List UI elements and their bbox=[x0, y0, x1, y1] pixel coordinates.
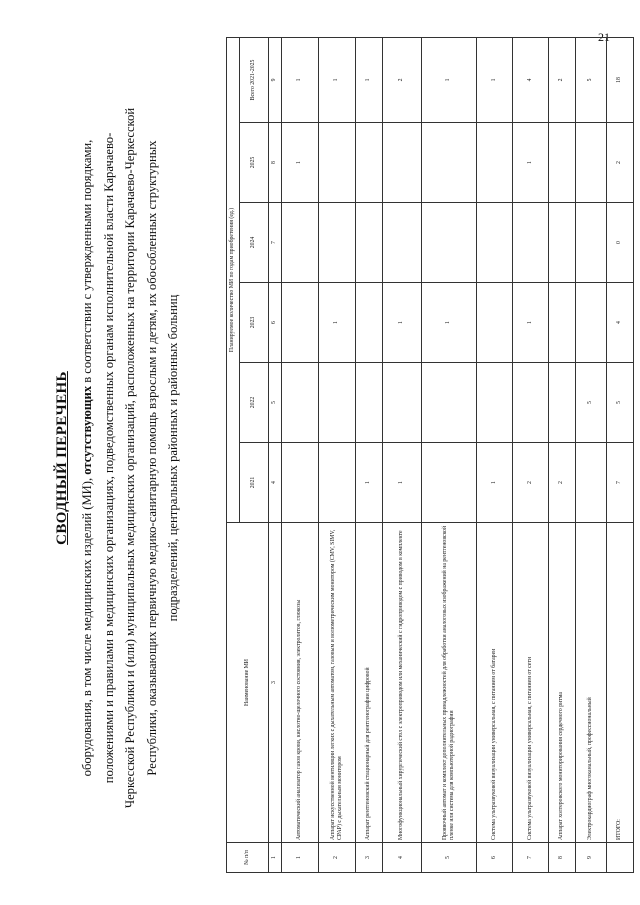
cell-2021 bbox=[319, 443, 356, 523]
header-name: Наименование МИ bbox=[227, 523, 269, 843]
cell-2024 bbox=[319, 203, 356, 283]
row-name: Проявочный автомат и комплект дополнительных принадлежностей для обработки аналоговых изображений на рентгеновской пленке или система для компьютерной радиографии bbox=[422, 523, 477, 843]
cell-2024 bbox=[477, 203, 513, 283]
row-name: Аппарат искусственной вентиляции легких с дыхательным автоматом, газовым и волюметрическим монитором (CMV, SIMV, CPAP) с дыхательным монитором bbox=[319, 523, 356, 843]
description-line-2: положениями и правилами в медицинских организациях, подведомственных органам исполнительной власти Карачаево- bbox=[101, 132, 116, 784]
row-name: Электрокардиограф многоканальный, профессиональный bbox=[576, 523, 607, 843]
table-row bbox=[422, 37, 477, 872]
description-line-1: оборудования, в том числе медицинских изделий (МИ), отсутствующих в соответствии с утвержденными порядками, bbox=[80, 139, 94, 777]
cell-2022 bbox=[282, 363, 319, 443]
cell-total: 4 bbox=[513, 37, 549, 122]
row-name: Система ультразвуковой визуализации универсальная, с питанием от сети bbox=[513, 523, 549, 843]
cell-2021: 1 bbox=[383, 443, 422, 523]
cell-total: 1 bbox=[422, 37, 477, 122]
rotated-document bbox=[50, 28, 623, 888]
row-num: 7 bbox=[513, 843, 549, 873]
description-line-4: Республики, оказывающих первичную медико-санитарную помощь взрослым и детям, их обособленных структурных bbox=[144, 140, 159, 776]
cell-2025: 1 bbox=[282, 123, 319, 203]
header-year: 2024 bbox=[240, 203, 269, 283]
cell-2024 bbox=[576, 203, 607, 283]
cell-total: 5 bbox=[576, 37, 607, 122]
cell-2021 bbox=[282, 443, 319, 523]
column-number: 4 bbox=[269, 443, 282, 523]
cell-total: 1 bbox=[282, 37, 319, 122]
cell-2023 bbox=[356, 283, 383, 363]
cell-2021: 2 bbox=[513, 443, 549, 523]
total-row bbox=[607, 37, 634, 872]
row-num: 9 bbox=[576, 843, 607, 873]
row-num: 8 bbox=[549, 843, 576, 873]
total-2025: 2 bbox=[607, 123, 634, 203]
header-row-1 bbox=[227, 37, 240, 872]
cell-2025 bbox=[319, 123, 356, 203]
cell-2024 bbox=[549, 203, 576, 283]
header-planned: Планируемое количество МИ по годам приобретения (ед.) bbox=[227, 37, 240, 522]
cell-2024 bbox=[282, 203, 319, 283]
equipment-table bbox=[226, 37, 634, 873]
cell-2023 bbox=[282, 283, 319, 363]
cell-2025 bbox=[477, 123, 513, 203]
column-number: 9 bbox=[269, 37, 282, 122]
cell-total: 1 bbox=[477, 37, 513, 122]
cell-2025 bbox=[356, 123, 383, 203]
column-number: 7 bbox=[269, 203, 282, 283]
table-row bbox=[356, 37, 383, 872]
cell-2023 bbox=[576, 283, 607, 363]
table-row bbox=[477, 37, 513, 872]
row-name: Аппарат рентгеновский стационарный для рентгенографии цифровой bbox=[356, 523, 383, 843]
cell-2023 bbox=[477, 283, 513, 363]
column-number: 8 bbox=[269, 123, 282, 203]
cell-2022 bbox=[513, 363, 549, 443]
total-label: ИТОГО: bbox=[607, 523, 634, 843]
cell-total: 2 bbox=[549, 37, 576, 122]
cell-total: 1 bbox=[356, 37, 383, 122]
cell-2023: 1 bbox=[383, 283, 422, 363]
row-num: 2 bbox=[319, 843, 356, 873]
total-2021: 7 bbox=[607, 443, 634, 523]
cell-2025 bbox=[383, 123, 422, 203]
row-name: Аппарат холтеровского мониторирования сердечного ритма bbox=[549, 523, 576, 843]
cell-total: 1 bbox=[319, 37, 356, 122]
cell-2024 bbox=[513, 203, 549, 283]
row-num bbox=[607, 843, 634, 873]
column-number: 3 bbox=[269, 523, 282, 843]
cell-2022 bbox=[477, 363, 513, 443]
header-year: 2021 bbox=[240, 443, 269, 523]
table-row bbox=[383, 37, 422, 872]
total-all: 18 bbox=[607, 37, 634, 122]
cell-2021: 1 bbox=[477, 443, 513, 523]
header-year: 2025 bbox=[240, 123, 269, 203]
row-num: 3 bbox=[356, 843, 383, 873]
cell-2025 bbox=[549, 123, 576, 203]
row-name: Многофункциональный хирургический стол с электроприводом или механический с гидроприводом с приводом в комплекте bbox=[383, 523, 422, 843]
cell-2023: 1 bbox=[422, 283, 477, 363]
total-2023: 4 bbox=[607, 283, 634, 363]
cell-2021: 1 bbox=[356, 443, 383, 523]
row-name: Автоматический анализатор газов крови, кислотно-щелочного состояния, электролитов, глюкозы bbox=[282, 523, 319, 843]
column-number: 6 bbox=[269, 283, 282, 363]
table-row bbox=[282, 37, 319, 872]
document-title: СВОДНЫЙ ПЕРЕЧЕНЬ bbox=[54, 371, 70, 545]
cell-2024 bbox=[422, 203, 477, 283]
row-num: 6 bbox=[477, 843, 513, 873]
cell-2025 bbox=[576, 123, 607, 203]
page-number: 21 bbox=[598, 30, 610, 44]
header-year: 2023 bbox=[240, 283, 269, 363]
cell-2024 bbox=[356, 203, 383, 283]
table-row bbox=[513, 37, 549, 872]
document-heading bbox=[50, 28, 226, 888]
cell-2021 bbox=[576, 443, 607, 523]
column-numbers-row bbox=[269, 37, 282, 872]
cell-2023: 1 bbox=[319, 283, 356, 363]
cell-2021: 2 bbox=[549, 443, 576, 523]
table-row bbox=[576, 37, 607, 872]
cell-2022 bbox=[319, 363, 356, 443]
emphasis-absent: отсутствующих bbox=[80, 385, 94, 475]
column-number: 1 bbox=[269, 843, 282, 873]
cell-total: 2 bbox=[383, 37, 422, 122]
table-row bbox=[319, 37, 356, 872]
cell-2022 bbox=[422, 363, 477, 443]
cell-2025 bbox=[422, 123, 477, 203]
cell-2025: 1 bbox=[513, 123, 549, 203]
description-line-3: Черкесской Республики и (или) муниципальных медицинских организаций, расположенных на территории Карачаево-Черкесской bbox=[123, 107, 137, 809]
row-num: 5 bbox=[422, 843, 477, 873]
table-row bbox=[549, 37, 576, 872]
total-2022: 5 bbox=[607, 363, 634, 443]
cell-2024 bbox=[383, 203, 422, 283]
row-name: Система ультразвуковой визуализации универсальная, с питанием от батареи bbox=[477, 523, 513, 843]
row-num: 1 bbox=[282, 843, 319, 873]
column-number: 5 bbox=[269, 363, 282, 443]
header-num: № п/п bbox=[227, 843, 269, 873]
row-num: 4 bbox=[383, 843, 422, 873]
header-year: 2022 bbox=[240, 363, 269, 443]
total-2024: 0 bbox=[607, 203, 634, 283]
cell-2023 bbox=[549, 283, 576, 363]
cell-2022 bbox=[356, 363, 383, 443]
header-total: Всего 2021-2025 bbox=[240, 37, 269, 122]
cell-2021 bbox=[422, 443, 477, 523]
document-description bbox=[77, 28, 185, 888]
cell-2022: 5 bbox=[576, 363, 607, 443]
description-line-5: подразделений, центральных районных и районных больниц bbox=[166, 294, 180, 622]
cell-2022 bbox=[383, 363, 422, 443]
cell-2022 bbox=[549, 363, 576, 443]
cell-2023: 1 bbox=[513, 283, 549, 363]
